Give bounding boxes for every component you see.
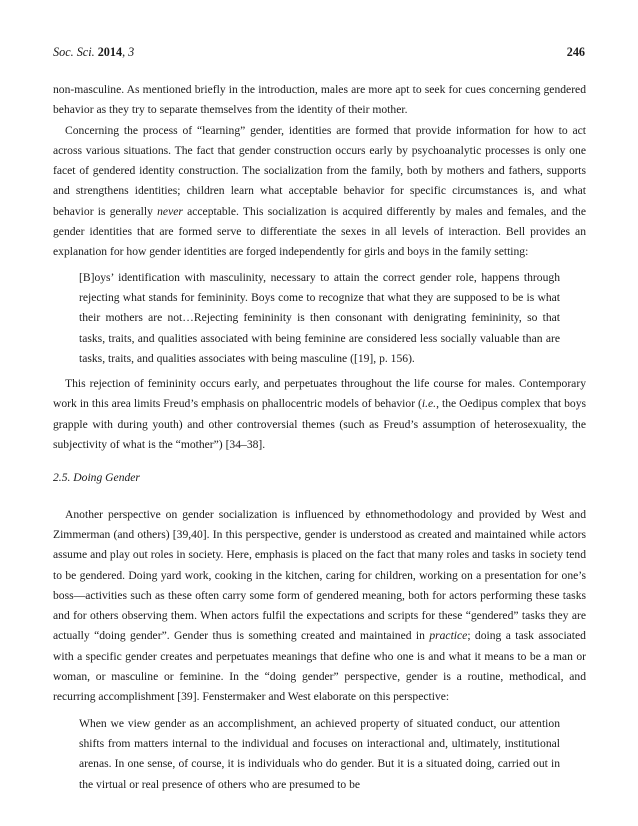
paragraph-learning-gender — [53, 121, 586, 263]
page-number: 246 — [566, 45, 585, 59]
block-quote-fenstermaker — [79, 714, 560, 795]
block-quote-bell — [79, 268, 560, 369]
running-header — [53, 45, 585, 61]
text-segment: ; doing a task associated with a specific gender creates and perpetuates meanings that define who one is and what it means to be a man or woman, or masculine or feminine. In the “doing gender” perspective, gender is a routine, methodical, and recurring accomplishment [39]. Fenstermaker and West elaborate on this perspective: — [53, 629, 586, 704]
text-segment: acceptable. This socialization is acquired differently by males and females, and the gender identities that are formed serve to differentiate the sexes in all levels of interaction. Bell provides an explanation for how gender identities are forged independently for girls and boys in the family setting: — [53, 204, 586, 259]
section-heading: 2.5. Doing Gender — [53, 471, 140, 485]
quote-text: When we view gender as an accomplishment, an achieved property of situated conduct, our attention shifts from matters internal to the individual and focuses on interactional and, ultimately, institutional arenas. In one sense, of course, it is individuals who do gender. But it is a situated doing, carried out in the virtual or real presence of others who are presumed to be — [79, 716, 560, 791]
text-segment: Concerning the process of “learning” gender, identities are formed that provide information for how to act across various situations. The fact that gender construction occurs early by psychoanalytic processes is only one facet of gendered identity construction. The socialization from the family, both by mothers and fathers, supports and strengthens identities; children learn what acceptable behavior for specific circumstances is, and what behavior is generally — [53, 123, 586, 218]
journal-volume: 3 — [128, 45, 135, 59]
journal-citation: Soc. Sci. 2014, 3 — [53, 45, 135, 59]
paragraph-continuation: non-masculine. As mentioned briefly in the introduction, males are more apt to seek for cues concerning gendered behavior as they try to separate themselves from the identity of their mother. — [53, 83, 586, 117]
journal-year: 2014 — [97, 45, 123, 59]
paragraph-doing-gender — [53, 505, 586, 708]
emphasis: never — [157, 204, 183, 218]
text-segment: , the Oedipus complex that boys grapple with during youth) and other controversial themes (such as Freud’s assumption of heterosexuality, the subjectivity of what is the “mother”) [34–38]. — [53, 397, 587, 452]
text-segment: This rejection of femininity occurs early, and perpetuates throughout the life course for males. Contemporary work in this area limits Freud’s emphasis on phallocentric models of behavior ( — [53, 377, 586, 411]
paragraph-rejection — [53, 374, 586, 455]
emphasis: i.e. — [421, 397, 437, 411]
journal-name: Soc. Sci. — [53, 45, 95, 59]
main-text — [53, 80, 586, 800]
emphasis: practice — [429, 629, 468, 643]
quote-text: [B]oys’ identification with masculinity, necessary to attain the correct gender role, happens through rejecting what stands for femininity. Boys come to recognize that what they are supposed to be is what their mothers are not…Rejecting femininity is then consonant with denigrating femininity, so that tasks, traits, and qualities associated with being feminine are considered less socially valuable than are tasks, traits, and qualities associates with being masculine ([19], p. 156). — [79, 270, 560, 365]
text-segment: Another perspective on gender socialization is influenced by ethnomethodology and provided by West and Zimmerman (and others) [39,40]. In this perspective, gender is understood as created and maintained while actors assume and play out roles in society. Here, emphasis is placed on the fact that many roles and tasks in society tend to be gendered. Doing yard work, cooking in the kitchen, caring for children, working on a presentation for one’s boss—activities such as these often carry some form of gendered meaning, both for actors performing these tasks and for others observing them. When actors fulfil the expectations and scripts for these “gendered” tasks they are actually “doing gender”. Gender thus is something created and maintained in — [53, 507, 586, 643]
